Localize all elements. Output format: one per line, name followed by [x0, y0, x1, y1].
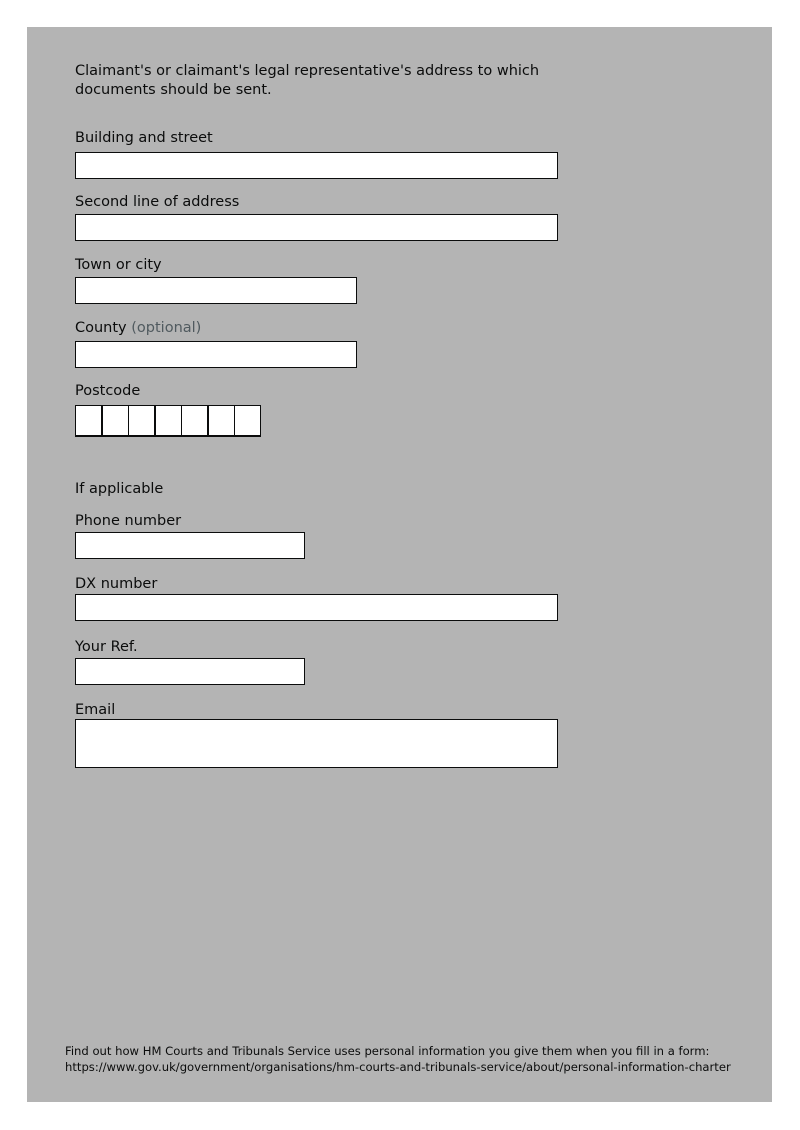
postcode-char-box[interactable] — [103, 406, 128, 435]
privacy-footer — [65, 1043, 765, 1075]
building-street-input[interactable] — [75, 152, 558, 179]
town-city-input[interactable] — [75, 277, 357, 304]
phone-number-input[interactable] — [75, 532, 305, 559]
postcode-char-box[interactable] — [129, 406, 154, 435]
second-line-input[interactable] — [75, 214, 558, 241]
dx-number-input[interactable] — [75, 594, 558, 621]
address-intro-text: Claimant's or claimant's legal representative's address to which documents should be sent. — [75, 63, 540, 98]
privacy-charter-link[interactable]: https://www.gov.uk/government/organisations/hm-courts-and-tribunals-service/about/personal-information-charter — [65, 1060, 731, 1074]
your-ref-label: Your Ref. — [75, 639, 138, 655]
if-applicable-heading: If applicable — [75, 481, 164, 497]
email-input[interactable] — [75, 719, 558, 768]
postcode-char-box[interactable] — [235, 406, 260, 435]
postcode-input-group — [75, 405, 261, 437]
postcode-char-box[interactable] — [209, 406, 234, 435]
postcode-label: Postcode — [75, 383, 141, 399]
postcode-char-box[interactable] — [156, 406, 181, 435]
county-optional-hint: (optional) — [131, 320, 202, 336]
town-city-label: Town or city — [75, 257, 162, 273]
dx-number-label: DX number — [75, 576, 158, 592]
email-label: Email — [75, 702, 116, 718]
your-ref-input[interactable] — [75, 658, 305, 685]
postcode-char-box[interactable] — [182, 406, 207, 435]
county-label — [75, 319, 201, 337]
second-line-label: Second line of address — [75, 194, 240, 210]
county-label-text: County — [75, 320, 127, 336]
building-street-label: Building and street — [75, 130, 213, 146]
privacy-footer-line1: Find out how HM Courts and Tribunals Service uses personal information you give them when you fill in a form: — [65, 1044, 710, 1058]
phone-number-label: Phone number — [75, 513, 182, 529]
postcode-char-box[interactable] — [76, 406, 101, 435]
form-panel — [27, 27, 772, 1102]
county-input[interactable] — [75, 341, 357, 368]
